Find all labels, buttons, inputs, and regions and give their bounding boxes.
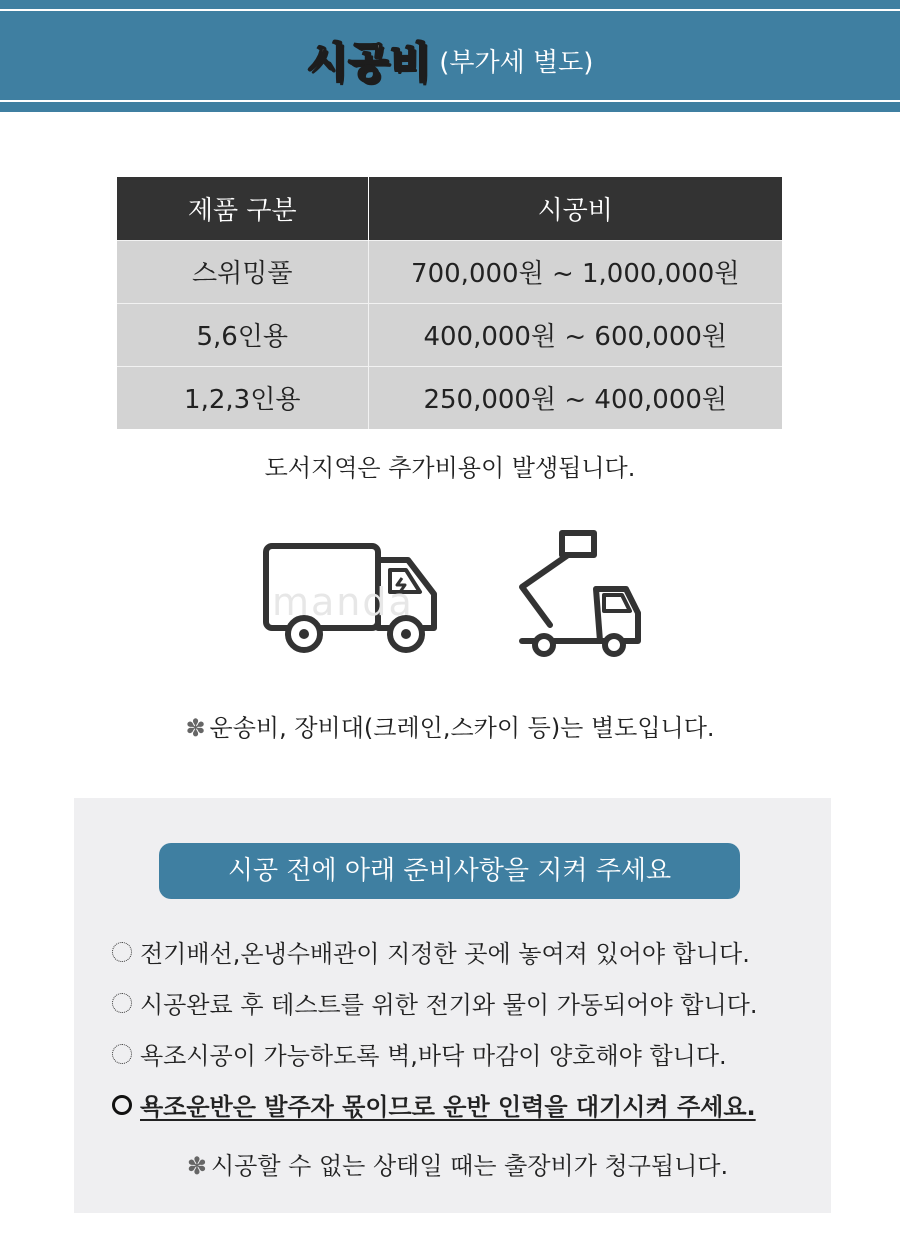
title-banner: [0, 0, 900, 112]
trip-fee-note: [74, 1146, 831, 1181]
flower-icon: ✽: [186, 1152, 207, 1180]
transport-note: [0, 708, 900, 743]
list-item-text: 시공완료 후 테스트를 위한 전기와 물이 가동되어야 합니다.: [140, 991, 758, 1019]
list-item: [112, 926, 812, 977]
cell-product: 1,2,3인용: [117, 366, 368, 429]
transport-note-text: 운송비, 장비대(크레인,스카이 등)는 별도입니다.: [209, 714, 715, 742]
table-row: [117, 240, 782, 303]
list-item-text: 전기배선,온냉수배관이 지정한 곳에 놓여져 있어야 합니다.: [140, 940, 750, 968]
preparation-panel: [74, 798, 831, 1213]
preparation-title: 시공 전에 아래 준비사항을 지켜 주세요: [159, 843, 740, 899]
price-table: [117, 177, 782, 429]
banner-subtitle: (부가세 별도): [439, 47, 594, 78]
list-item: [112, 977, 812, 1028]
dotted-circle-icon: [112, 942, 132, 962]
watermark-text: manda: [272, 580, 414, 624]
header-product: 제품 구분: [117, 177, 368, 240]
vehicle-icons: [262, 525, 652, 665]
list-item: [112, 1028, 812, 1079]
cell-price: 250,000원 ~ 400,000원: [368, 366, 782, 429]
cell-product: 5,6인용: [117, 303, 368, 366]
header-price: 시공비: [368, 177, 782, 240]
dotted-circle-icon: [112, 1044, 132, 1064]
preparation-list: [112, 926, 812, 1130]
trip-fee-note-text: 시공할 수 없는 상태일 때는 출장비가 청구됩니다.: [211, 1152, 729, 1180]
island-surcharge-note: 도서지역은 추가비용이 발생됩니다.: [264, 454, 636, 482]
circle-icon: [112, 1095, 132, 1115]
list-item: [112, 1079, 812, 1130]
dotted-circle-icon: [112, 993, 132, 1013]
cell-price: 400,000원 ~ 600,000원: [368, 303, 782, 366]
table-row: [117, 366, 782, 429]
table-header-row: [117, 177, 782, 240]
cell-price: 700,000원 ~ 1,000,000원: [368, 240, 782, 303]
banner-title-group: [0, 30, 900, 90]
list-item-text: 욕조시공이 가능하도록 벽,바닥 마감이 양호해야 합니다.: [140, 1042, 727, 1070]
sky-lift-truck-icon: [514, 529, 644, 659]
cell-product: 스위밍풀: [117, 240, 368, 303]
table-row: [117, 303, 782, 366]
flower-icon: ✽: [185, 714, 206, 742]
banner-title: 시공비: [306, 38, 432, 87]
list-item-text: 욕조운반은 발주자 몫이므로 운반 인력을 대기시켜 주세요.: [140, 1093, 756, 1121]
